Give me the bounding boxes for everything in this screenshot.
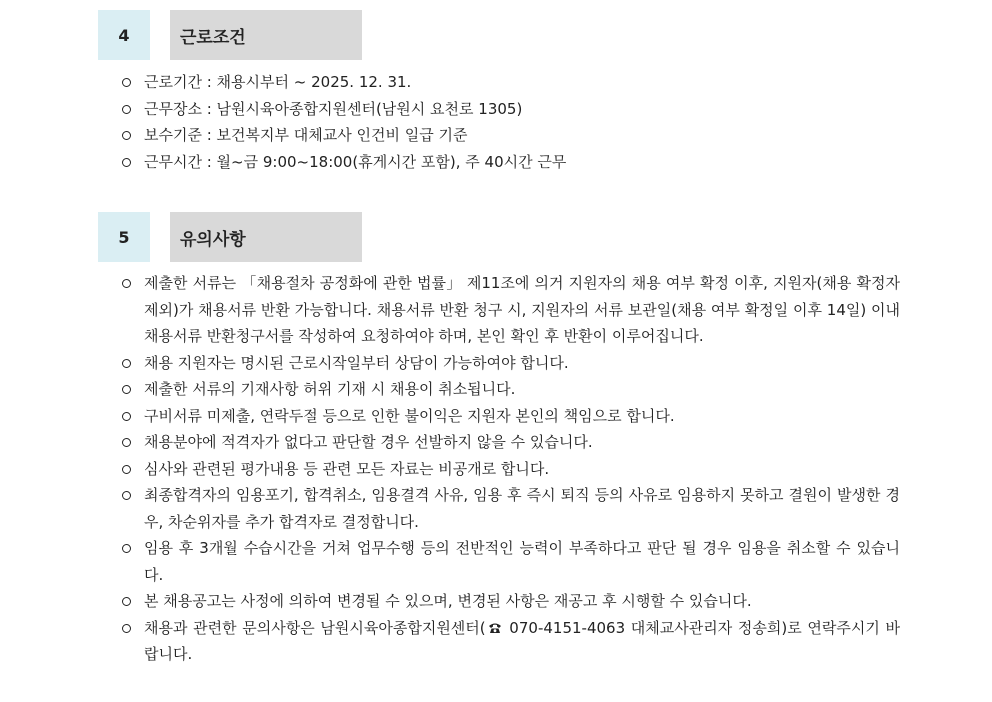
section-5-title: 유의사항 xyxy=(170,212,362,262)
bullet-circle-icon xyxy=(122,597,131,606)
list-item: 최종합격자의 임용포기, 합격취소, 임용결격 사유, 임용 후 즉시 퇴직 등의 사유로 임용하지 못하고 결원이 발생한 경우, 차순위자를 추가 합격자로 결정합니다. xyxy=(116,482,900,535)
list-item: 근무시간 : 월~금 9:00~18:00(휴게시간 포함), 주 40시간 근무 xyxy=(116,149,900,176)
list-item: 제출한 서류의 기재사항 허위 기재 시 채용이 취소됩니다. xyxy=(116,376,900,403)
section-5-number: 5 xyxy=(98,212,150,262)
list-item: 채용분야에 적격자가 없다고 판단할 경우 선발하지 않을 수 있습니다. xyxy=(116,429,900,456)
list-item: 구비서류 미제출, 연락두절 등으로 인한 불이익은 지원자 본인의 책임으로 합니다. xyxy=(116,403,900,430)
bullet-circle-icon xyxy=(122,438,131,447)
list-item: 임용 후 3개월 수습시간을 거쳐 업무수행 등의 전반적인 능력이 부족하다고 판단 될 경우 임용을 취소할 수 있습니다. xyxy=(116,535,900,588)
section-4-title: 근로조건 xyxy=(170,10,362,60)
bullet-circle-icon xyxy=(122,279,131,288)
bullet-circle-icon xyxy=(122,544,131,553)
bullet-circle-icon xyxy=(122,158,131,167)
bullet-circle-icon xyxy=(122,78,131,87)
bullet-circle-icon xyxy=(122,465,131,474)
list-item: 채용 지원자는 명시된 근로시작일부터 상담이 가능하여야 합니다. xyxy=(116,350,900,377)
bullet-circle-icon xyxy=(122,385,131,394)
list-item: 제출한 서류는 「채용절차 공정화에 관한 법률」 제11조에 의거 지원자의 채용 여부 확정 이후, 지원자(채용 확정자 제외)가 채용서류 반환 가능합니다. 채용서류 반환 청구 시, 지원자의 서류 보관일(채용 여부 확정일 이후 14일) 이내 채용서류 반환청구서를 작성하여 요청하여야 하며, 본인 확인 후 반환이 이루어집니다. xyxy=(116,270,900,350)
bullet-circle-icon xyxy=(122,105,131,114)
list-item: 본 채용공고는 사정에 의하여 변경될 수 있으며, 변경된 사항은 재공고 후 시행할 수 있습니다. xyxy=(116,588,900,615)
bullet-circle-icon xyxy=(122,131,131,140)
list-item: 근무장소 : 남원시육아종합지원센터(남원시 요천로 1305) xyxy=(116,96,900,123)
section-4-number: 4 xyxy=(98,10,150,60)
telephone-icon xyxy=(488,622,502,634)
working-conditions-list xyxy=(116,69,900,175)
bullet-circle-icon xyxy=(122,624,131,633)
notes-list xyxy=(116,270,900,668)
bullet-circle-icon xyxy=(122,491,131,500)
list-item: 근로기간 : 채용시부터 ~ 2025. 12. 31. xyxy=(116,69,900,96)
bullet-circle-icon xyxy=(122,412,131,421)
bullet-circle-icon xyxy=(122,359,131,368)
list-item-contact: 채용과 관련한 문의사항은 남원시육아종합지원센터( 070-4151-4063 대체교사관리자 정송희)로 연락주시기 바랍니다. xyxy=(116,615,900,668)
list-item: 보수기준 : 보건복지부 대체교사 인건비 일급 기준 xyxy=(116,122,900,149)
list-item: 심사와 관련된 평가내용 등 관련 모든 자료는 비공개로 합니다. xyxy=(116,456,900,483)
